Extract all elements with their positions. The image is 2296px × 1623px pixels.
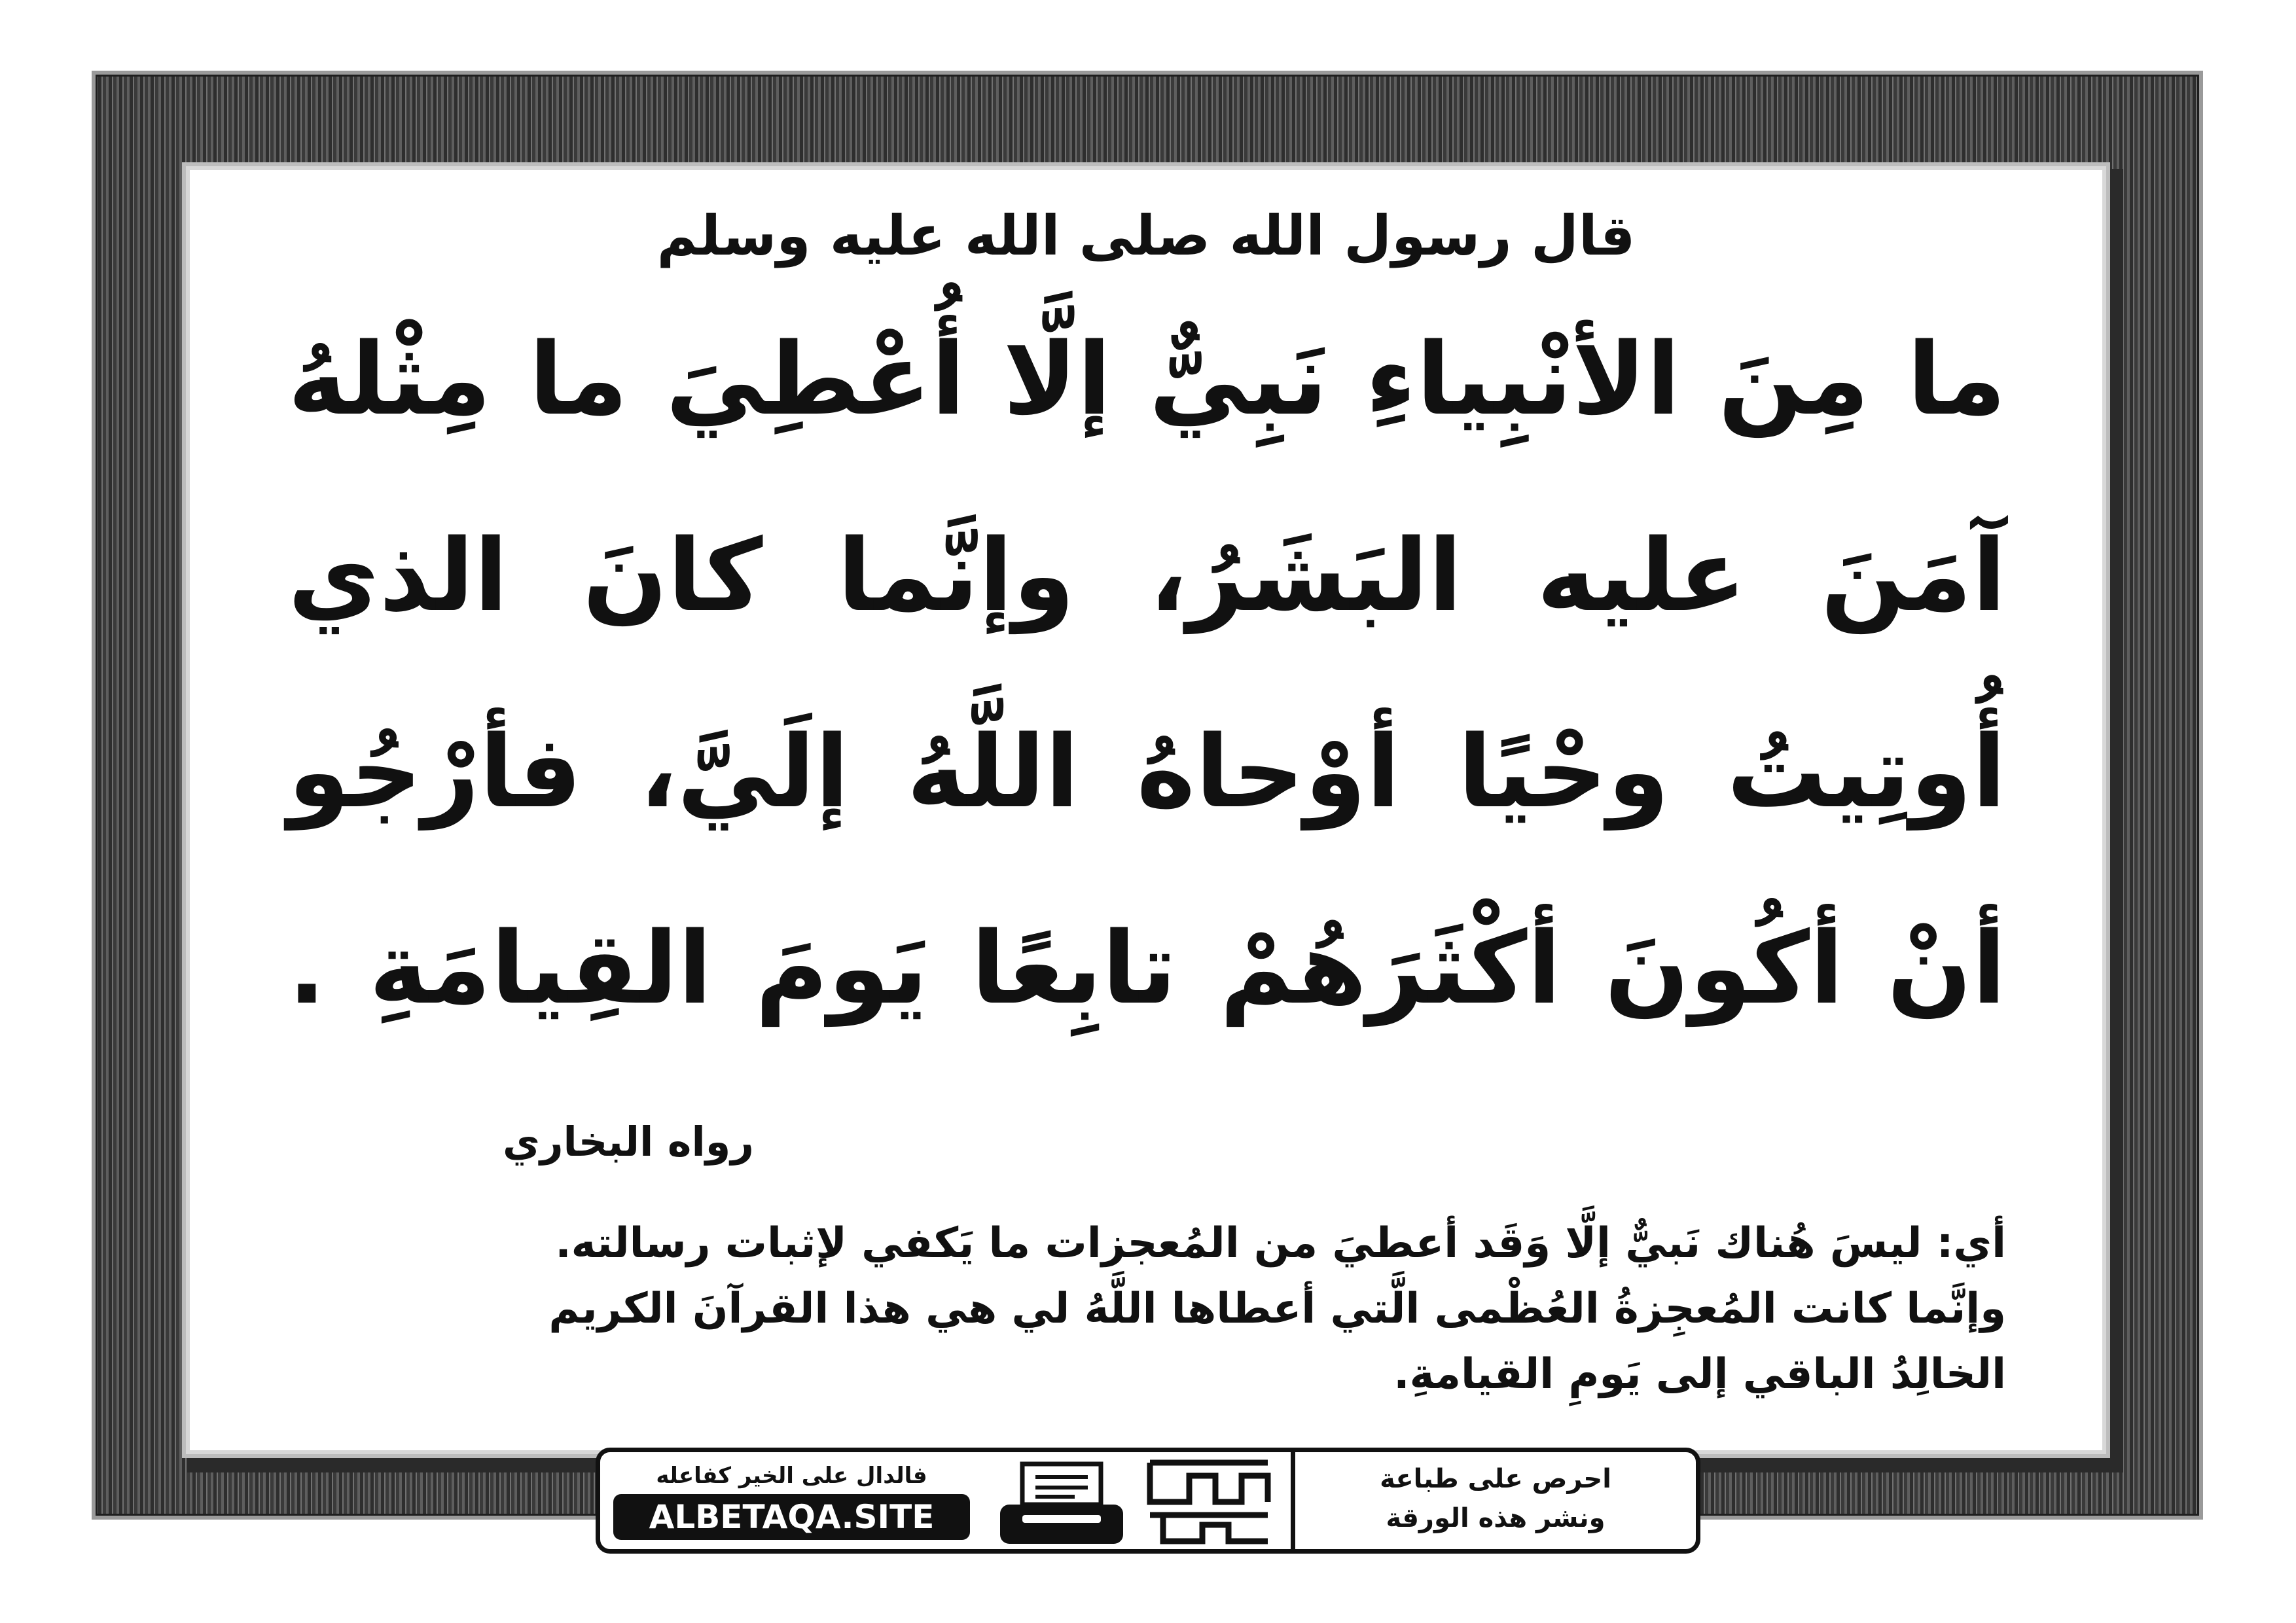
explanation-line-2: وإنَّما كانت المُعجِزةُ العُظْمى الَّتي أعطاها اللَّهُ لي هي هذا القرآنَ الكريم bbox=[548, 1285, 2006, 1333]
hadith-line-4: أنْ أكُونَ أكْثَرَهُمْ تابِعًا يَومَ القِيامَةِ . bbox=[288, 910, 2006, 1026]
site-url[interactable]: ALBETAQA.SITE bbox=[613, 1494, 970, 1540]
footer-site-block bbox=[600, 1452, 983, 1549]
explanation-line-3: الخالِدُ الباقي إلى يَومِ القيامةِ. bbox=[1393, 1350, 2006, 1399]
content-panel bbox=[190, 170, 2102, 1450]
explanation-line-1: أي: ليسَ هُناك نَبيٌّ إلَّا وَقَد أعطيَ من المُعجزات ما يَكفي لإثبات رسالته. bbox=[555, 1219, 2006, 1268]
hadith-line-3: أُوتِيتُ وحْيًا أوْحاهُ اللَّهُ إلَيَّ، فأرْجُو bbox=[288, 714, 2006, 830]
footer-banner bbox=[596, 1448, 1700, 1554]
print-note-line-1: احرص على طباعة bbox=[1380, 1464, 1611, 1494]
hadith-attribution: قال رسول الله صلى الله عليه وسلم bbox=[656, 204, 1636, 268]
kufic-logo-icon bbox=[1143, 1456, 1274, 1548]
footer-divider bbox=[1291, 1452, 1295, 1549]
footer-print-note bbox=[1295, 1452, 1696, 1549]
printer-icon bbox=[996, 1461, 1127, 1546]
hadith-narrator: رواه البخاري bbox=[503, 1118, 754, 1166]
print-note-line-2: ونشر هذه الورقة bbox=[1386, 1503, 1605, 1533]
hadith-line-1: ما مِنَ الأنْبِياءِ نَبِيٌّ إلَّا أُعْطِيَ ما مِثْلهُ bbox=[288, 321, 2006, 437]
hadith-line-2: آمَنَ عليه البَشَرُ، وإنَّما كانَ الذي bbox=[288, 518, 2006, 633]
logo-text: دعوة الورقة bbox=[1207, 1508, 1211, 1509]
footer-proverb: فالدال على الخير كفاعله bbox=[656, 1463, 927, 1489]
